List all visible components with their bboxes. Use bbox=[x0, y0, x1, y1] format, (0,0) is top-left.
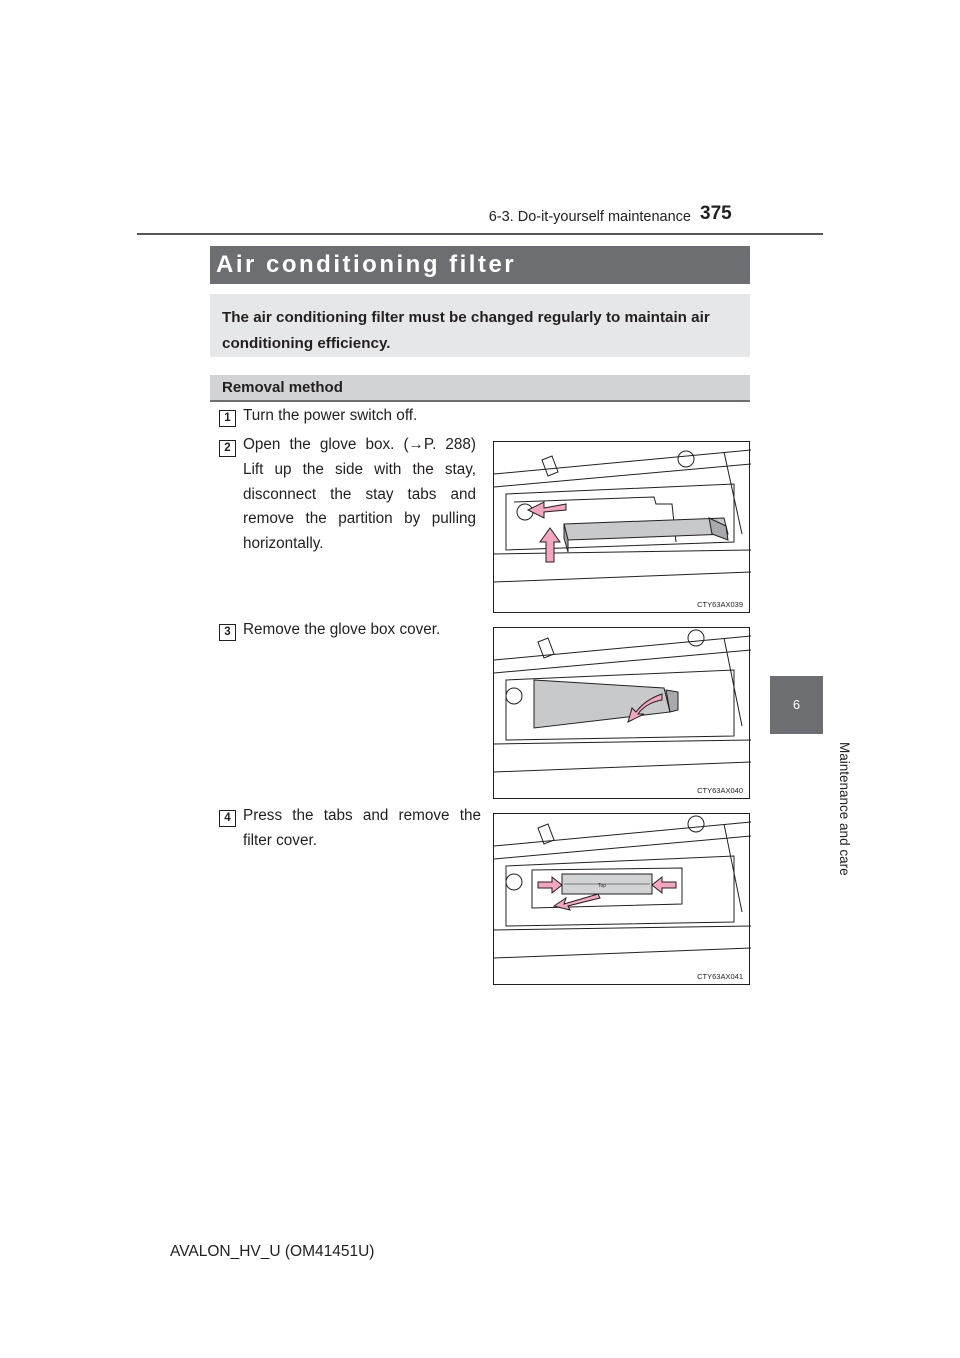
figure-step-2 bbox=[493, 441, 750, 613]
step-text-4: Press the tabs and remove the filter cover. bbox=[243, 807, 481, 849]
glove-box-cover-illustration bbox=[494, 628, 751, 800]
figure-code: CTY63AX040 bbox=[697, 786, 743, 795]
page-number: 375 bbox=[700, 203, 732, 224]
subheading: Removal method bbox=[222, 379, 343, 396]
filter-top-label: Top bbox=[598, 883, 607, 889]
glove-box-partition-illustration bbox=[494, 442, 751, 614]
step-number-3: 3 bbox=[219, 624, 236, 641]
figure-code: CTY63AX041 bbox=[697, 972, 743, 981]
filter-cover-illustration bbox=[494, 814, 751, 986]
chapter-tab: 6 bbox=[770, 676, 823, 734]
step-text-3: Remove the glove box cover. bbox=[243, 621, 441, 638]
footer-model-code: AVALON_HV_U (OM41451U) bbox=[170, 1243, 375, 1260]
step-number-1: 1 bbox=[219, 410, 236, 427]
step-number-4: 4 bbox=[219, 810, 236, 827]
header-rule bbox=[137, 233, 823, 235]
chapter-title: Maintenance and care bbox=[837, 742, 852, 876]
page-title: Air conditioning filter bbox=[216, 251, 517, 278]
figure-step-4 bbox=[493, 813, 750, 985]
step-text-2: Open the glove box. (→P. 288) Lift up the side with the stay, disconnect the stay tabs and remove the partition by pulling horizontally. bbox=[243, 436, 476, 553]
step-text-1: Turn the power switch off. bbox=[243, 407, 418, 424]
section-title: 6-3. Do-it-yourself maintenance bbox=[488, 209, 691, 225]
figure-code: CTY63AX039 bbox=[697, 600, 743, 609]
figure-step-3 bbox=[493, 627, 750, 799]
step-number-2: 2 bbox=[219, 440, 236, 457]
intro-text: The air conditioning filter must be changed regularly to maintain air conditioning efficiency. bbox=[222, 309, 710, 352]
